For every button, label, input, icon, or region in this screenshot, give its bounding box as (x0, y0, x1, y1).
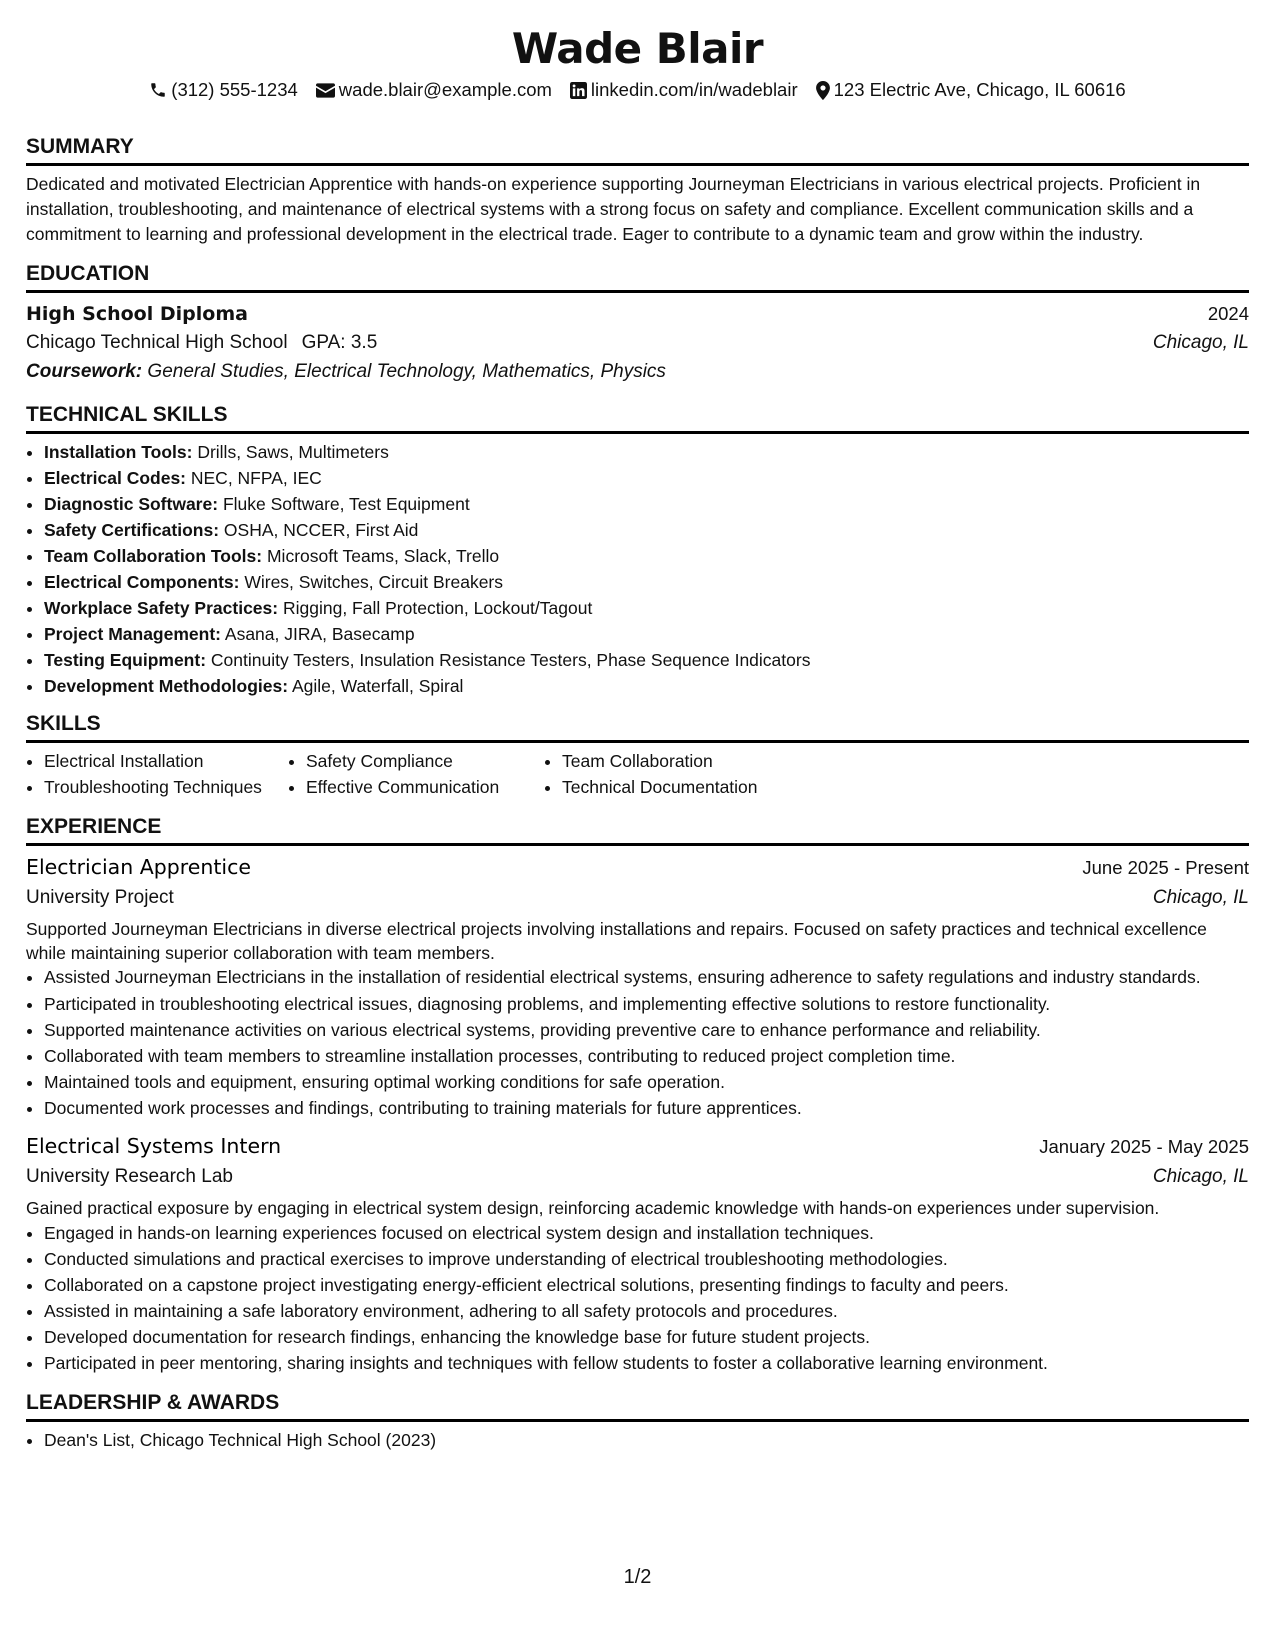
education-school-row (26, 328, 1249, 357)
tech-skill-value: Drills, Saws, Multimeters (197, 442, 389, 462)
linkedin-icon (570, 82, 587, 99)
job-bullet: • Supported maintenance activities on various electrical systems, providing preventive care to enhance performance and reliability. (44, 1017, 1249, 1043)
job-role: Electrician Apprentice (26, 855, 251, 879)
education-section (26, 261, 1249, 386)
job-org-row (26, 883, 1249, 913)
candidate-name: Wade Blair (511, 24, 764, 73)
education-header-row (26, 300, 1249, 328)
technical-skills-list (26, 439, 1249, 699)
leadership-item: • Dean's List, Chicago Technical High School (2023) (44, 1427, 1249, 1453)
job-bullet: • Participated in troubleshooting electrical issues, diagnosing problems, and implementing effective solutions to restore functionality. (44, 991, 1249, 1017)
envelope-icon (316, 83, 335, 98)
skill-item: • Safety Compliance (306, 748, 562, 774)
tech-skill-value: Continuity Testers, Insulation Resistance Testers, Phase Sequence Indicators (210, 650, 811, 670)
job-org-row (26, 1162, 1249, 1192)
job-bullets (26, 1220, 1249, 1376)
contact-phone (149, 78, 298, 102)
resume-page (26, 0, 1249, 1453)
skill-item: • Electrical Installation (44, 748, 306, 774)
tech-skill-value: NEC, NFPA, IEC (190, 468, 322, 488)
job-header-row (26, 852, 1249, 883)
school-info (26, 328, 377, 357)
tech-skill-value: Agile, Waterfall, Spiral (291, 676, 464, 696)
contact-bar (26, 78, 1249, 102)
tech-skill-item (44, 673, 1249, 699)
map-pin-icon (816, 81, 830, 100)
job-entry (26, 1131, 1249, 1376)
job-bullet: • Assisted Journeyman Electricians in the installation of residential electrical systems, ensuring adherence to safety regulations and industry standards. (44, 965, 1249, 991)
coursework-label: Coursework: (26, 361, 143, 382)
job-bullet: • Participated in peer mentoring, sharing insights and techniques with fellow students to foster a collaborative learning environment. (44, 1350, 1249, 1376)
tech-skill-label: Testing Equipment: (44, 650, 207, 670)
skill-item: • Effective Communication (306, 774, 562, 800)
job-bullet: • Assisted in maintaining a safe laboratory environment, adhering to all safety protocols and procedures. (44, 1298, 1249, 1324)
contact-linkedin (570, 78, 798, 102)
tech-skill-item (44, 569, 1249, 595)
job-summary: Supported Journeyman Electricians in diverse electrical projects involving installations and repairs. Focused on safety practices and technical excellence while maintaining superior collaboration with team members. (26, 919, 1207, 963)
tech-skill-item (44, 543, 1249, 569)
school-name: Chicago Technical High School (26, 332, 288, 353)
job-org: University Project (26, 887, 174, 908)
job-entry (26, 852, 1249, 1121)
job-bullets (26, 965, 1249, 1121)
section-title-experience: EXPERIENCE (26, 814, 1249, 846)
page-number: 1/2 (623, 1566, 652, 1588)
job-bullet: • Collaborated with team members to streamline installation processes, contributing to reduced project completion time. (44, 1043, 1249, 1069)
gpa: GPA: 3.5 (301, 332, 378, 353)
job-bullet: • Maintained tools and equipment, ensuring optimal working conditions for safe operation. (44, 1069, 1249, 1095)
section-title-summary: SUMMARY (26, 134, 1249, 166)
skill-item: • Team Collaboration (562, 748, 822, 774)
tech-skill-item (44, 595, 1249, 621)
leadership-list (26, 1427, 1249, 1453)
tech-skill-item (44, 439, 1249, 465)
experience-section (26, 814, 1249, 1376)
job-dates: June 2025 - Present (1082, 857, 1249, 878)
summary-section (26, 134, 1249, 247)
job-header-row (26, 1131, 1249, 1162)
tech-skill-item (44, 465, 1249, 491)
address-text: 123 Electric Ave, Chicago, IL 60616 (833, 79, 1126, 100)
linkedin-link[interactable]: linkedin.com/in/wadeblair (590, 79, 798, 100)
tech-skill-label: Development Methodologies: (44, 676, 289, 696)
tech-skill-label: Installation Tools: (44, 442, 193, 462)
job-bullet: • Engaged in hands-on learning experiences focused on electrical system design and installation techniques. (44, 1220, 1249, 1246)
tech-skill-item (44, 647, 1249, 673)
skills-list (26, 748, 1249, 800)
tech-skill-value: Asana, JIRA, Basecamp (224, 624, 415, 644)
leadership-section (26, 1390, 1249, 1453)
technical-skills-section (26, 402, 1249, 699)
job-bullet: • Developed documentation for research findings, enhancing the knowledge base for future student projects. (44, 1324, 1249, 1350)
tech-skill-label: Project Management: (44, 624, 221, 644)
phone-text[interactable]: (312) 555-1234 (171, 79, 298, 100)
skill-item: • Technical Documentation (562, 774, 822, 800)
job-summary: Gained practical exposure by engaging in electrical system design, reinforcing academic knowledge with hands-on experiences under supervision. (26, 1198, 1160, 1218)
contact-email (316, 78, 552, 102)
job-role: Electrical Systems Intern (26, 1134, 282, 1158)
tech-skill-label: Safety Certifications: (44, 520, 220, 540)
tech-skill-item (44, 491, 1249, 517)
graduation-year: 2024 (1207, 303, 1249, 324)
job-location: Chicago, IL (1152, 887, 1249, 908)
job-bullet: • Documented work processes and findings, contributing to training materials for future apprentices. (44, 1095, 1249, 1121)
section-title-education: EDUCATION (26, 261, 1249, 293)
job-org: University Research Lab (26, 1166, 233, 1187)
job-location: Chicago, IL (1152, 1166, 1249, 1187)
section-title-skills: SKILLS (26, 711, 1249, 743)
job-dates: January 2025 - May 2025 (1039, 1136, 1249, 1157)
skill-item: • Troubleshooting Techniques (44, 774, 306, 800)
tech-skill-label: Diagnostic Software: (44, 494, 219, 514)
tech-skill-value: Fluke Software, Test Equipment (222, 494, 470, 514)
school-location: Chicago, IL (1152, 332, 1249, 353)
skills-section (26, 711, 1249, 800)
tech-skill-value: Microsoft Teams, Slack, Trello (266, 546, 500, 566)
job-bullet: • Collaborated on a capstone project investigating energy-efficient electrical solutions, presenting findings to faculty and peers. (44, 1272, 1249, 1298)
tech-skill-label: Workplace Safety Practices: (44, 598, 279, 618)
section-title-technical-skills: TECHNICAL SKILLS (26, 402, 1249, 434)
tech-skill-value: Rigging, Fall Protection, Lockout/Tagout (282, 598, 593, 618)
tech-skill-item (44, 517, 1249, 543)
coursework-list: General Studies, Electrical Technology, Mathematics, Physics (147, 361, 666, 382)
coursework-line (26, 357, 1249, 386)
degree-title: High School Diploma (26, 303, 248, 325)
tech-skill-value: OSHA, NCCER, First Aid (223, 520, 419, 540)
contact-address (816, 78, 1126, 102)
section-title-leadership: LEADERSHIP & AWARDS (26, 1390, 1249, 1422)
tech-skill-item (44, 621, 1249, 647)
job-bullet: • Conducted simulations and practical exercises to improve understanding of electrical troubleshooting methodologies. (44, 1246, 1249, 1272)
tech-skill-value: Wires, Switches, Circuit Breakers (244, 572, 504, 592)
tech-skill-label: Electrical Components: (44, 572, 240, 592)
email-link[interactable]: wade.blair@example.com (338, 79, 552, 100)
tech-skill-label: Electrical Codes: (44, 468, 186, 488)
phone-icon (149, 81, 167, 99)
summary-text: Dedicated and motivated Electrician Apprentice with hands-on experience supporting Journeyman Electricians in various electrical projects. Proficient in installation, troubleshooting, and maintenance of electrical systems with a strong focus on safety and compliance. Excellent communication skills and a commitment to learning and professional development in the electrical trade. Eager to contribute to a dynamic team and grow within the industry. (26, 174, 1201, 244)
tech-skill-label: Team Collaboration Tools: (44, 546, 263, 566)
